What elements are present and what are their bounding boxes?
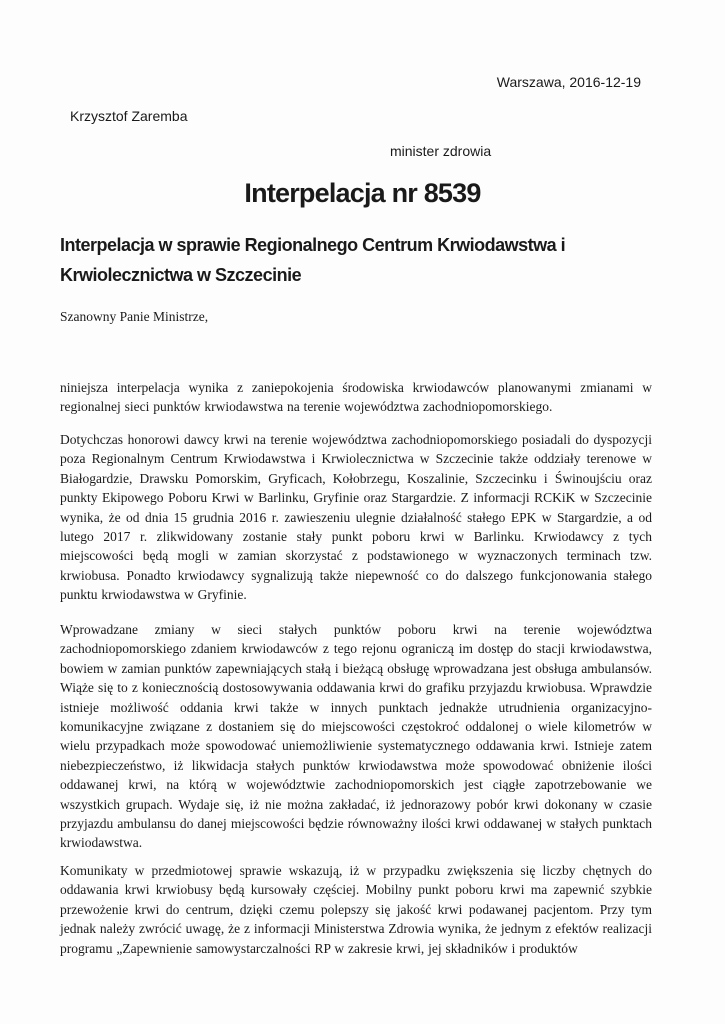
paragraph-intro: niniejsza interpelacja wynika z zaniepokojenia środowiska krwiodawców planowanymi zmianami w regionalnej sieci punktów krwiodawstwa na terenie województwa zachodniopomorskiego. xyxy=(60,380,652,415)
document-subtitle: Interpelacja w sprawie Regionalnego Centrum Krwiodawstwa i Krwiolecznictwa w Szczecinie xyxy=(60,235,566,285)
paragraph-current-state: Dotychczas honorowi dawcy krwi na terenie województwa zachodniopomorskiego posiadali do dyspozycji poza Regionalnym Centrum Krwiodawstwa i Krwiolecznictwa w Szczecinie także oddziały terenowe w Białogardzie, Drawsku Pomorskim, Gryficach, Kołobrzegu, Koszalinie, Szczecinku i Świnoujściu oraz punkty Ekipowego Poboru Krwi w Barlinku, Gryfinie oraz Stargardzie. Z informacji RCKiK w Szczecinie wynika, że od dnia 15 grudnia 2016 r. zawieszeniu ulegnie działalność stałego EPK w Stargardzie, a od lutego 2017 r. zlikwidowany zostanie stały punkt poboru krwi w Barlinku. Krwiodawcy z tych miejscowości będą mogli w zamian skorzystać z podstawionego w wyznaczonych terminach tzw. krwiobusa. Ponadto krwiodawcy sygnalizują także niepewność co do dalszego funkcjonowania stałego punktu krwiodawstwa w Gryfinie. xyxy=(60,432,652,603)
addressee: minister zdrowia xyxy=(390,143,492,159)
document-date: Warszawa, 2016-12-19 xyxy=(496,74,641,90)
paragraph-communications: Komunikaty w przedmiotowej sprawie wskazują, iż w przypadku zwiększenia się liczby chętnych do oddawania krwi krwiobusy będą kursowały częściej. Mobilny punkt poboru krwi ma zapewnić szybkie przewożenie krwi do centrum, dzięki czemu polepszy się jakość krwi podawanej pacjentom. Przy tym jednak należy zwrócić uwagę, że z informacji Ministerstwa Zdrowia wynika, że jednym z efektów realizacji programu „Zapewnienie samowystarczalności RP w zakresie krwi, jej składników i produktów xyxy=(60,863,652,956)
paragraph-changes: Wprowadzane zmiany w sieci stałych punktów poboru krwi na terenie województwa zachodniopomorskiego zdaniem krwiodawców z tego rejonu ograniczą im dostęp do stacji krwiodawstwa, bowiem w zamian punktów zapewniających stałą i bieżącą obsługę wprowadzana jest obsługa ambulansów. Wiąże się to z koniecznością dostosowywania oddawania krwi do grafiku przyjazdu krwiobusa. Wprawdzie istnieje możliwość oddania krwi także w innych punktach jednakże utrudnienia organizacyjno-komunikacyjne związane z dostaniem się do miejscowości częstokroć oddalonej o wiele kilometrów w wielu przypadkach może spowodować uniemożliwienie systematycznego oddawania krwi. Istnieje zatem niebezpieczeństwo, iż likwidacja stałych punktów krwiodawstwa może spowodować obniżenie ilości oddawanej krwi, na którą w województwie zachodniopomorskich jest ciągłe zapotrzebowanie we wszystkich grupach. Wydaje się, iż nie można zakładać, iż jednorazowy pobór krwi dokonany w czasie przyjazdu ambulansu do danej miejscowości będzie równoważny ilości krwi oddawanej w stałych punktach krwiodawstwa. xyxy=(60,622,652,851)
document-title: Interpelacja nr 8539 xyxy=(244,178,481,208)
salutation: Szanowny Panie Ministrze, xyxy=(60,309,209,324)
author-name: Krzysztof Zaremba xyxy=(70,108,188,124)
